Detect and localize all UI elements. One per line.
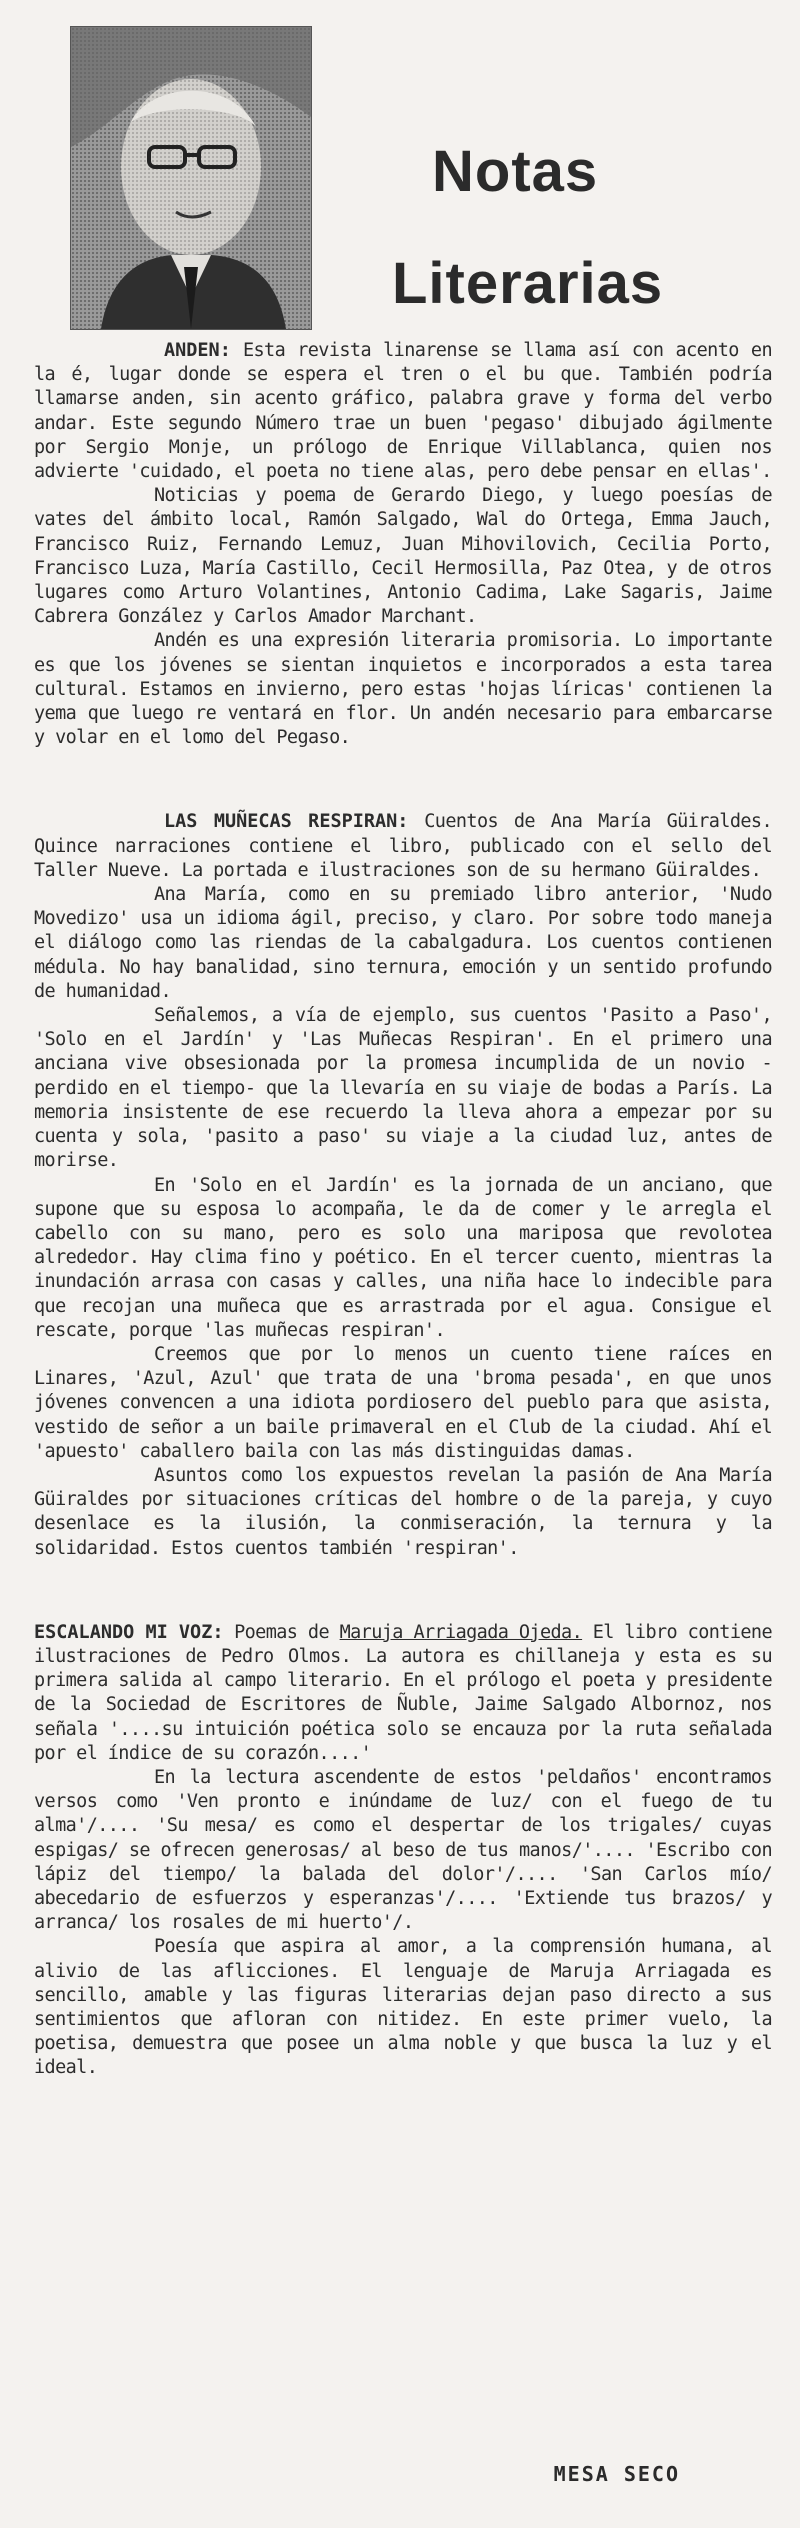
voz-paragraph-1 bbox=[34, 1621, 772, 1766]
anden-paragraph-1-text: Esta revista linarense se llama así con acento en la é, lugar donde se espera el tren o el bu que. También podría llamarse anden, sin acento gráfico, palabra grave y forma del verbo andar. Este segundo Número trae un buen 'pegaso' dibujado ágilmente por Sergio Monje, un prólogo de Enrique Villablanca, quien nos advierte 'cuidado, el poeta no tiene alas, pero debe pensar en ellas'. bbox=[34, 340, 772, 483]
voz-paragraph-3: Poesía que aspira al amor, a la comprensión humana, al alivio de las aflicciones. El lenguaje de Maruja Arriagada es sencillo, amable y las figuras literarias dejan paso directo a sus sentimientos que afloran con nitidez. En este primer vuelo, la poetisa, demuestra que posee un alma noble y que busca la luz y el ideal. bbox=[34, 1936, 772, 2079]
munecas-paragraph-6: Asuntos como los expuestos revelan la pasión de Ana María Güiraldes por situaciones críticas del hombre o de la pareja, y cuyo desenlace es la ilusión, la conmiseración, la ternura y la solidaridad. Estos cuentos también 'respiran'. bbox=[34, 1464, 772, 1559]
munecas-paragraph-3: Señalemos, a vía de ejemplo, sus cuentos 'Pasito a Paso', 'Solo en el Jardín' y 'Las Muñecas Respiran'. En el primero una anciana vive obsesionada por la promesa incumplida de un novio -perdido en el tiempo- que la llevaría en su viaje de bodas a París. La memoria insistente de ese recuerdo la lleva ahora a empezar por su cuenta y sola, 'pasito a paso' su viaje a la ciudad luz, antes de morirse. bbox=[34, 1005, 772, 1172]
voz-heading-rest: Poemas de bbox=[234, 1621, 329, 1643]
anden-paragraph-2: Noticias y poema de Gerardo Diego, y luego poesías de vates del ámbito local, Ramón Salgado, Wal do Ortega, Emma Jauch, Francisco Ruiz, Fernando Lemuz, Juan Mihovilovich, Cecilia Porto, Francisco Luza, María Castillo, Cecil Hermosilla, Paz Otea, y de otros lugares como Arturo Volantines, Antonio Cadima, Lake Sagaris, Jaime Cabrera González y Carlos Amador Marchant. bbox=[34, 485, 772, 628]
voz-author: Maruja Arriagada Ojeda. bbox=[339, 1621, 583, 1643]
author-signature: MESA SECO bbox=[553, 2462, 680, 2486]
voz-heading: ESCALANDO MI VOZ: bbox=[34, 1621, 224, 1643]
munecas-paragraph-5: Creemos que por lo menos un cuento tiene raíces en Linares, 'Azul, Azul' que trata de una 'broma pesada', en que unos jóvenes convencen a una idiota pordiosero del pueblo para que asista, vestido de señor a un baile primaveral en el Club de la ciudad. Ahí el 'apuesto' caballero baila con las más distinguidas damas. bbox=[34, 1343, 772, 1462]
anden-paragraph-3: Andén es una expresión literaria promisoria. Lo importante es que los jóvenes se sientan inquietos e incorporados a esta tarea cultural. Estamos en invierno, pero estas 'hojas líricas' contienen la yema que luego re ventará en flor. Un andén necesario para embarcarse y volar en el lomo del Pegaso. bbox=[34, 630, 772, 749]
article-body bbox=[34, 339, 772, 2081]
section-munecas bbox=[34, 810, 772, 1560]
anden-paragraph-1 bbox=[34, 339, 772, 484]
munecas-paragraph-2: Ana María, como en su premiado libro anterior, 'Nudo Movedizo' usa un idioma ágil, preciso, y claro. Por sobre todo maneja el diálogo como las riendas de la cabalgadura. Los cuentos contienen médula. No hay banalidad, sino ternura, emoción y un sentido profundo de humanidad. bbox=[34, 884, 772, 1002]
portrait-icon bbox=[71, 27, 311, 329]
author-portrait-photo bbox=[70, 26, 312, 330]
anden-heading: ANDEN: bbox=[164, 340, 231, 361]
voz-paragraph-1-text: El libro contiene ilustraciones de Pedro Olmos. La autora es chillaneja y esta es su primera salida al campo literario. En el prólogo el poeta y presidente de la Sociedad de Escritores de Ñuble, Jaime Salgado Albornoz, nos señala '....su intuición poética solo se encauza por la ruta señalada por el índice de su corazón....' bbox=[34, 1621, 772, 1764]
title-literarias: Literarias bbox=[392, 251, 664, 316]
section-anden bbox=[34, 339, 772, 750]
article-header bbox=[34, 0, 772, 325]
munecas-paragraph-4: En 'Solo en el Jardín' es la jornada de un anciano, que supone que su esposa lo acompaña, le da de comer y le arregla el cabello con su mano, pero es solo una mariposa que revolotea alrededor. Hay clima fino y poético. En el tercer cuento, mientras la inundación arrasa con casas y calles, una niña hace lo indecible para que recojan una muñeca que es arrastrada por el agua. Consigue el rescate, porque 'las muñecas respiran'. bbox=[34, 1174, 772, 1341]
munecas-heading: LAS MUÑECAS RESPIRAN: bbox=[164, 811, 409, 833]
title-notas: Notas bbox=[432, 139, 599, 204]
section-escalando-mi-voz bbox=[34, 1621, 772, 2081]
munecas-paragraph-1-text: Cuentos de Ana María Güiraldes. Quince narraciones contiene el libro, publicado con el sello del Taller Nueve. La portada e ilustraciones son de su hermano Güiraldes. bbox=[34, 811, 772, 881]
voz-paragraph-2: En la lectura ascendente de estos 'peldaños' encontramos versos como 'Ven pronto e inúndame de luz/ con el fuego de tu alma'/.... 'Su mesa/ es como el despertar de los trigales/ cuyas espigas/ se ofrecen generosas/ al beso de tus manos/'.... 'Escribo con lápiz del tiempo/ la balada del dolor'/.... 'San Carlos mío/ abecedario de esfuerzos y esperanzas'/.... 'Extiende tus brazos/ y arranca/ los rosales de mi huerto'/. bbox=[34, 1766, 772, 1934]
munecas-paragraph-1 bbox=[34, 810, 772, 883]
